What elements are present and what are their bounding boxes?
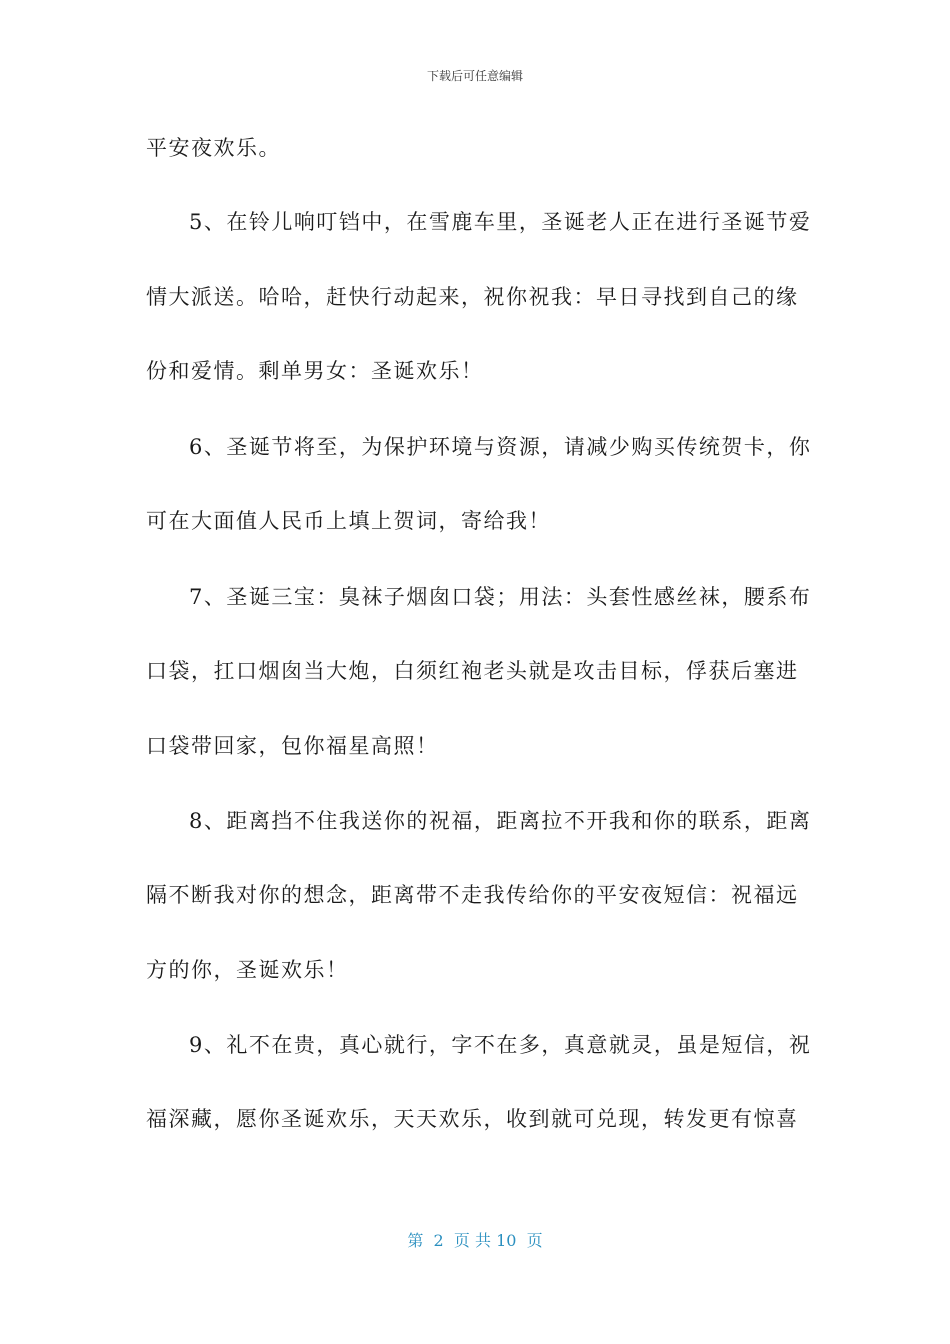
body-line: 5、在铃儿响叮铛中，在雪鹿车里，圣诞老人正在进行圣诞节爱 — [189, 210, 812, 234]
body-line: 6、圣诞节将至，为保护环境与资源，请减少购买传统贺卡，你 — [189, 435, 812, 459]
body-line: 方的你，圣诞欢乐！ — [146, 958, 349, 982]
body-line: 福深藏，愿你圣诞欢乐，天天欢乐，收到就可兑现，转发更有惊喜 — [146, 1107, 799, 1131]
body-line: 8、距离挡不住我送你的祝福，距离拉不开我和你的联系，距离 — [189, 809, 812, 833]
body-line: 隔不断我对你的想念，距离带不走我传给你的平安夜短信：祝福远 — [146, 883, 799, 907]
body-line: 口袋，扛口烟囱当大炮，白须红袍老头就是攻击目标，俘获后塞进 — [146, 659, 799, 683]
body-line: 9、礼不在贵，真心就行，字不在多，真意就灵，虽是短信，祝 — [189, 1033, 812, 1057]
body-line: 口袋带回家，包你福星高照！ — [146, 734, 439, 758]
body-line: 7、圣诞三宝：臭袜子烟囱口袋；用法：头套性感丝袜，腰系布 — [189, 585, 812, 609]
page-number: 第 2 页 共 10 页 — [407, 1231, 543, 1250]
body-line: 情大派送。哈哈，赶快行动起来，祝你祝我：早日寻找到自己的缘 — [146, 285, 799, 309]
header-note: 下载后可任意编辑 — [426, 69, 523, 83]
body-line: 可在大面值人民币上填上贺词，寄给我！ — [146, 509, 551, 533]
body-line: 平安夜欢乐。 — [146, 136, 281, 160]
body-line: 份和爱情。剩单男女：圣诞欢乐！ — [146, 359, 484, 383]
